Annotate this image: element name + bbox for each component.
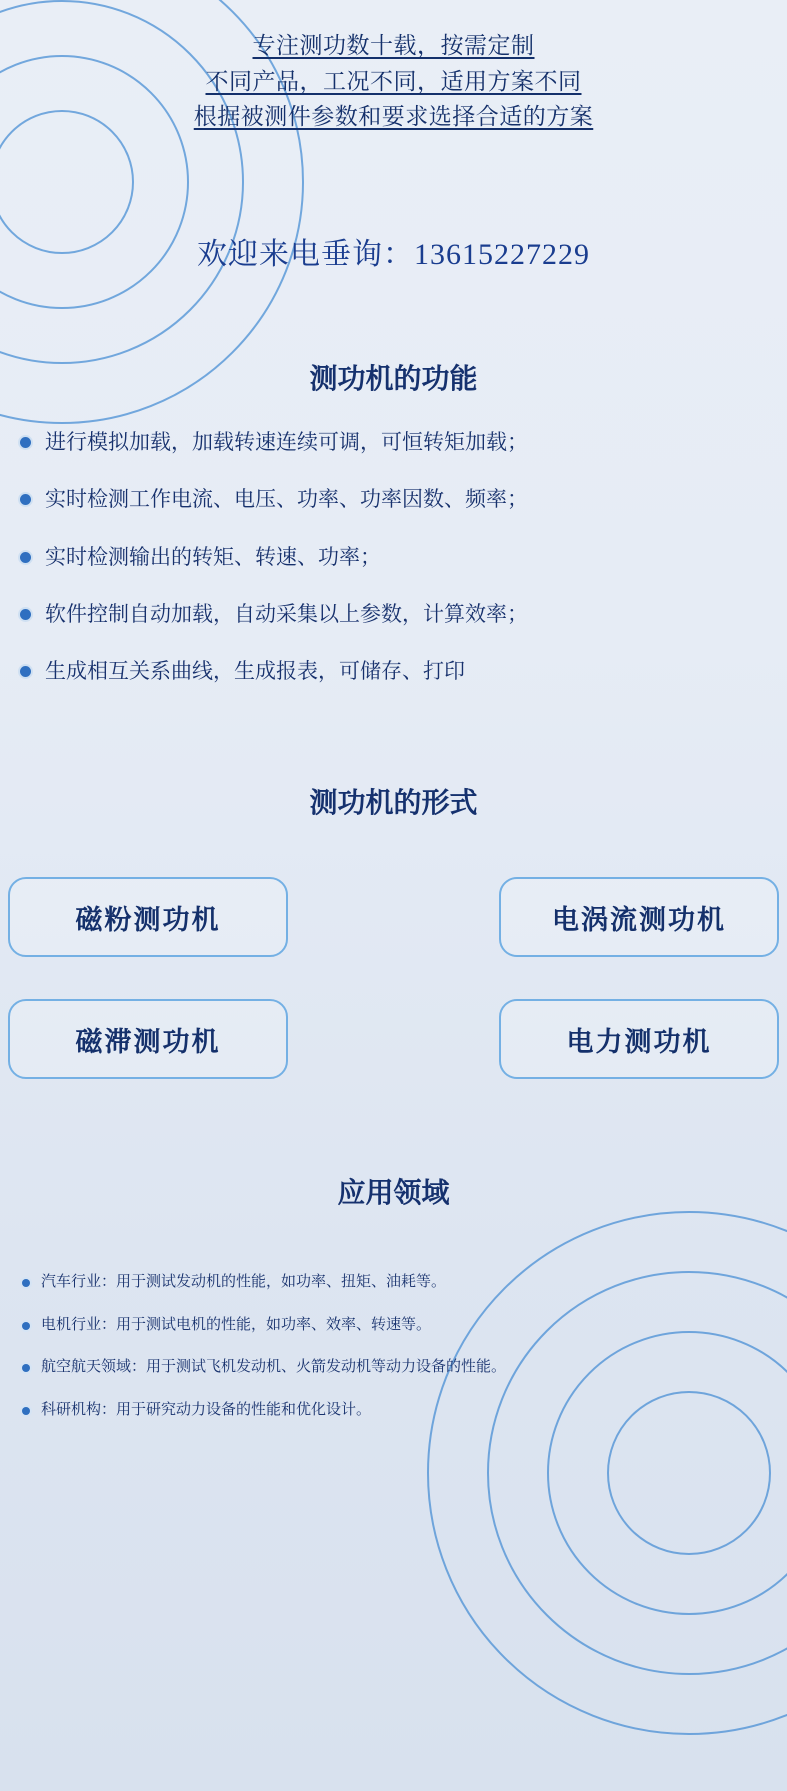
forms-card-grid bbox=[0, 877, 787, 1121]
functions-list bbox=[0, 429, 787, 685]
list-item-label: 实时检测工作电流、电压、功率、功率因数、频率； bbox=[45, 487, 528, 512]
list-item-label: 科研机构：用于研究动力设备的性能和优化设计。 bbox=[41, 1401, 372, 1418]
list-item-label: 实时检测输出的转矩、转速、功率； bbox=[45, 544, 381, 569]
header-line-1: 专注测功数十载，按需定制 bbox=[252, 33, 535, 58]
header-line-2: 不同产品，工况不同，适用方案不同 bbox=[205, 68, 582, 94]
list-item bbox=[22, 1401, 765, 1421]
form-card-label: 电涡流测功机 bbox=[552, 904, 726, 935]
list-item bbox=[20, 429, 769, 456]
form-card-hysteresis[interactable] bbox=[8, 999, 288, 1079]
form-card-magnetic-powder[interactable] bbox=[8, 877, 288, 957]
bullet-dot-icon bbox=[22, 1322, 30, 1330]
header-line-3: 根据被测件参数和要求选择合适的方案 bbox=[193, 104, 594, 130]
section-title-applications: 应用领域 bbox=[337, 1178, 450, 1210]
list-item-label: 生成相互关系曲线，生成报表，可储存、打印 bbox=[45, 659, 465, 684]
bullet-dot-icon bbox=[20, 552, 31, 563]
bullet-dot-icon bbox=[22, 1364, 30, 1372]
list-item bbox=[20, 658, 769, 685]
form-card-electric[interactable] bbox=[499, 999, 779, 1079]
list-item bbox=[20, 601, 769, 628]
applications-list bbox=[0, 1273, 787, 1420]
header bbox=[0, 0, 787, 135]
form-card-eddy-current[interactable] bbox=[499, 877, 779, 957]
bullet-dot-icon bbox=[20, 666, 31, 677]
bullet-dot-icon bbox=[22, 1279, 30, 1287]
bullet-dot-icon bbox=[20, 609, 31, 620]
form-card-label: 电力测功机 bbox=[566, 1026, 712, 1057]
list-item bbox=[22, 1358, 765, 1378]
list-item-label: 汽车行业：用于测试发动机的性能，如功率、扭矩、油耗等。 bbox=[41, 1274, 447, 1291]
list-item-label: 电机行业：用于测试电机的性能，如功率、效率、转速等。 bbox=[41, 1316, 432, 1333]
list-item bbox=[22, 1316, 765, 1336]
bullet-dot-icon bbox=[20, 494, 31, 505]
section-title-forms: 测功机的形式 bbox=[309, 788, 478, 820]
bullet-dot-icon bbox=[22, 1407, 30, 1415]
list-item-label: 航空航天领域：用于测试飞机发动机、火箭发动机等动力设备的性能。 bbox=[41, 1359, 507, 1376]
list-item bbox=[20, 544, 769, 571]
list-item-label: 软件控制自动加载，自动采集以上参数，计算效率； bbox=[45, 601, 528, 626]
contact-phone: 欢迎来电垂询：13615227229 bbox=[197, 237, 590, 271]
section-title-functions: 测功机的功能 bbox=[309, 363, 478, 395]
form-card-label: 磁粉测功机 bbox=[75, 904, 221, 935]
form-card-label: 磁滞测功机 bbox=[75, 1026, 221, 1057]
list-item bbox=[22, 1273, 765, 1293]
list-item-label: 进行模拟加载，加载转速连续可调，可恒转矩加载； bbox=[45, 429, 528, 454]
bullet-dot-icon bbox=[20, 437, 31, 448]
list-item bbox=[20, 486, 769, 513]
